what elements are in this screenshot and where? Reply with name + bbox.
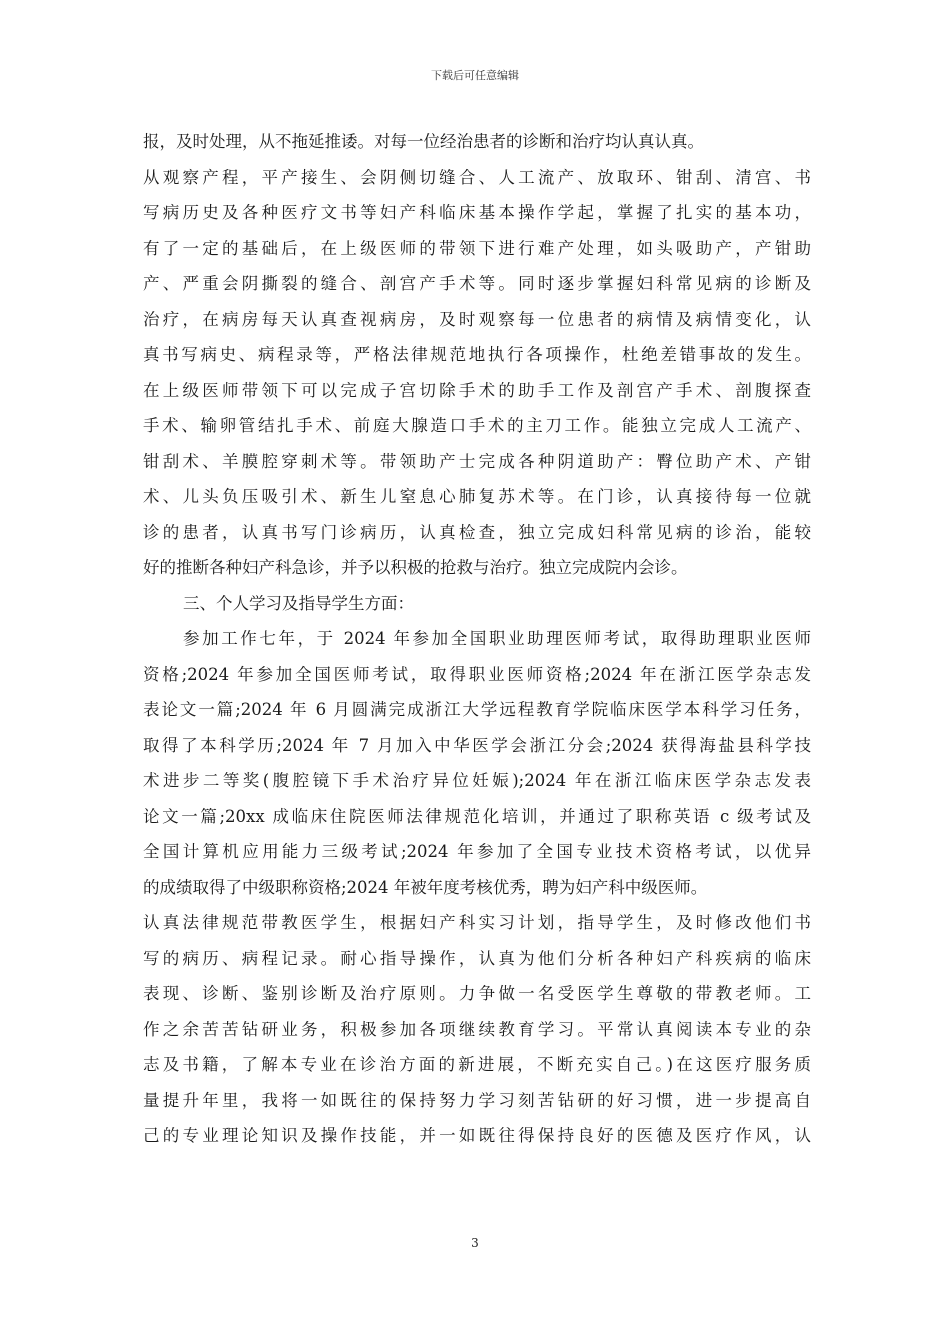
text-line: 论文一篇;20xx 成临床住院医师法律规范化培训，并通过了职称英语 c 级考试及 <box>143 806 811 826</box>
text-line: 取得了本科学历;2024 年 7 月加入中华医学会浙江分会;2024 获得海盐县科学技 <box>143 735 811 755</box>
section-heading: 三、个人学习及指导学生方面： <box>183 593 414 613</box>
text-line: 真书写病史、病程录等，严格法律规范地执行各项操作，杜绝差错事故的发生。 <box>143 345 811 364</box>
text-line: 治疗，在病房每天认真查视病房，及时观察每一位患者的病情及病情变化，认 <box>143 309 811 329</box>
text-line: 产、严重会阴撕裂的缝合、剖宫产手术等。同时逐步掌握妇科常见病的诊断及 <box>143 274 811 293</box>
text-line: 在上级医师带领下可以完成子宫切除手术的助手工作及剖宫产手术、剖腹探查 <box>143 380 811 400</box>
text-line: 己的专业理论知识及操作技能，并一如既往得保持良好的医德及医疗作风，认 <box>143 1126 811 1145</box>
text-line: 表论文一篇;2024 年 6 月圆满完成浙江大学远程教育学院临床医学本科学习任务， <box>143 700 811 719</box>
text-line: 志及书籍，了解本专业在诊治方面的新进展，不断充实自己。)在这医疗服务质 <box>143 1055 811 1074</box>
text-line: 量提升年里，我将一如既往的保持努力学习刻苦钻研的好习惯，进一步提高自 <box>143 1090 811 1110</box>
text-line: 手术、输卵管结扎手术、前庭大腺造口手术的主刀工作。能独立完成人工流产、 <box>143 416 811 435</box>
text-line: 报，及时处理，从不拖延推诿。对每一位经治患者的诊断和治疗均认真认真。 <box>143 132 704 151</box>
text-line: 资格;2024 年参加全国医师考试，取得职业医师资格;2024 年在浙江医学杂志发 <box>143 664 811 684</box>
text-line: 认真法律规范带教医学生，根据妇产科实习计划，指导学生，及时修改他们书 <box>143 913 811 932</box>
document-body <box>143 124 811 1154</box>
text-line: 作之余苦苦钻研业务，积极参加各项继续教育学习。平常认真阅读本专业的杂 <box>143 1019 811 1039</box>
text-line: 写的病历、病程记录。耐心指导操作，认真为他们分析各种妇产科疾病的临床 <box>143 948 811 968</box>
text-line: 好的推断各种妇产科急诊，并予以积极的抢救与治疗。独立完成院内会诊。 <box>143 558 688 577</box>
text-line: 诊的患者，认真书写门诊病历，认真检查，独立完成妇科常见病的诊治，能较 <box>143 522 811 542</box>
page-header-note: 下载后可任意编辑 <box>431 69 519 82</box>
text-line: 术、儿头负压吸引术、新生儿窒息心肺复苏术等。在门诊，认真接待每一位就 <box>143 487 811 506</box>
text-line: 术进步二等奖(腹腔镜下手术治疗异位妊娠);2024 年在浙江临床医学杂志发表 <box>143 771 811 790</box>
text-line: 从观察产程，平产接生、会阴侧切缝合、人工流产、放取环、钳刮、清宫、书 <box>143 167 811 187</box>
text-line: 写病历史及各种医疗文书等妇产科临床基本操作学起，掌握了扎实的基本功， <box>143 203 811 222</box>
text-line: 的成绩取得了中级职称资格;2024 年被年度考核优秀，聘为妇产科中级医师。 <box>143 877 708 897</box>
text-line: 钳刮术、羊膜腔穿刺术等。带领助产士完成各种阴道助产：臀位助产术、产钳 <box>143 451 811 471</box>
page-number: 3 <box>471 1236 479 1250</box>
text-line: 有了一定的基础后，在上级医师的带领下进行难产处理，如头吸助产，产钳助 <box>143 238 811 258</box>
text-line: 参加工作七年，于 2024 年参加全国职业助理医师考试，取得助理职业医师 <box>183 629 811 648</box>
text-line: 表现、诊断、鉴别诊断及治疗原则。力争做一名受医学生尊敬的带教老师。工 <box>143 984 811 1003</box>
text-line: 全国计算机应用能力三级考试;2024 年参加了全国专业技术资格考试，以优异 <box>143 842 811 861</box>
